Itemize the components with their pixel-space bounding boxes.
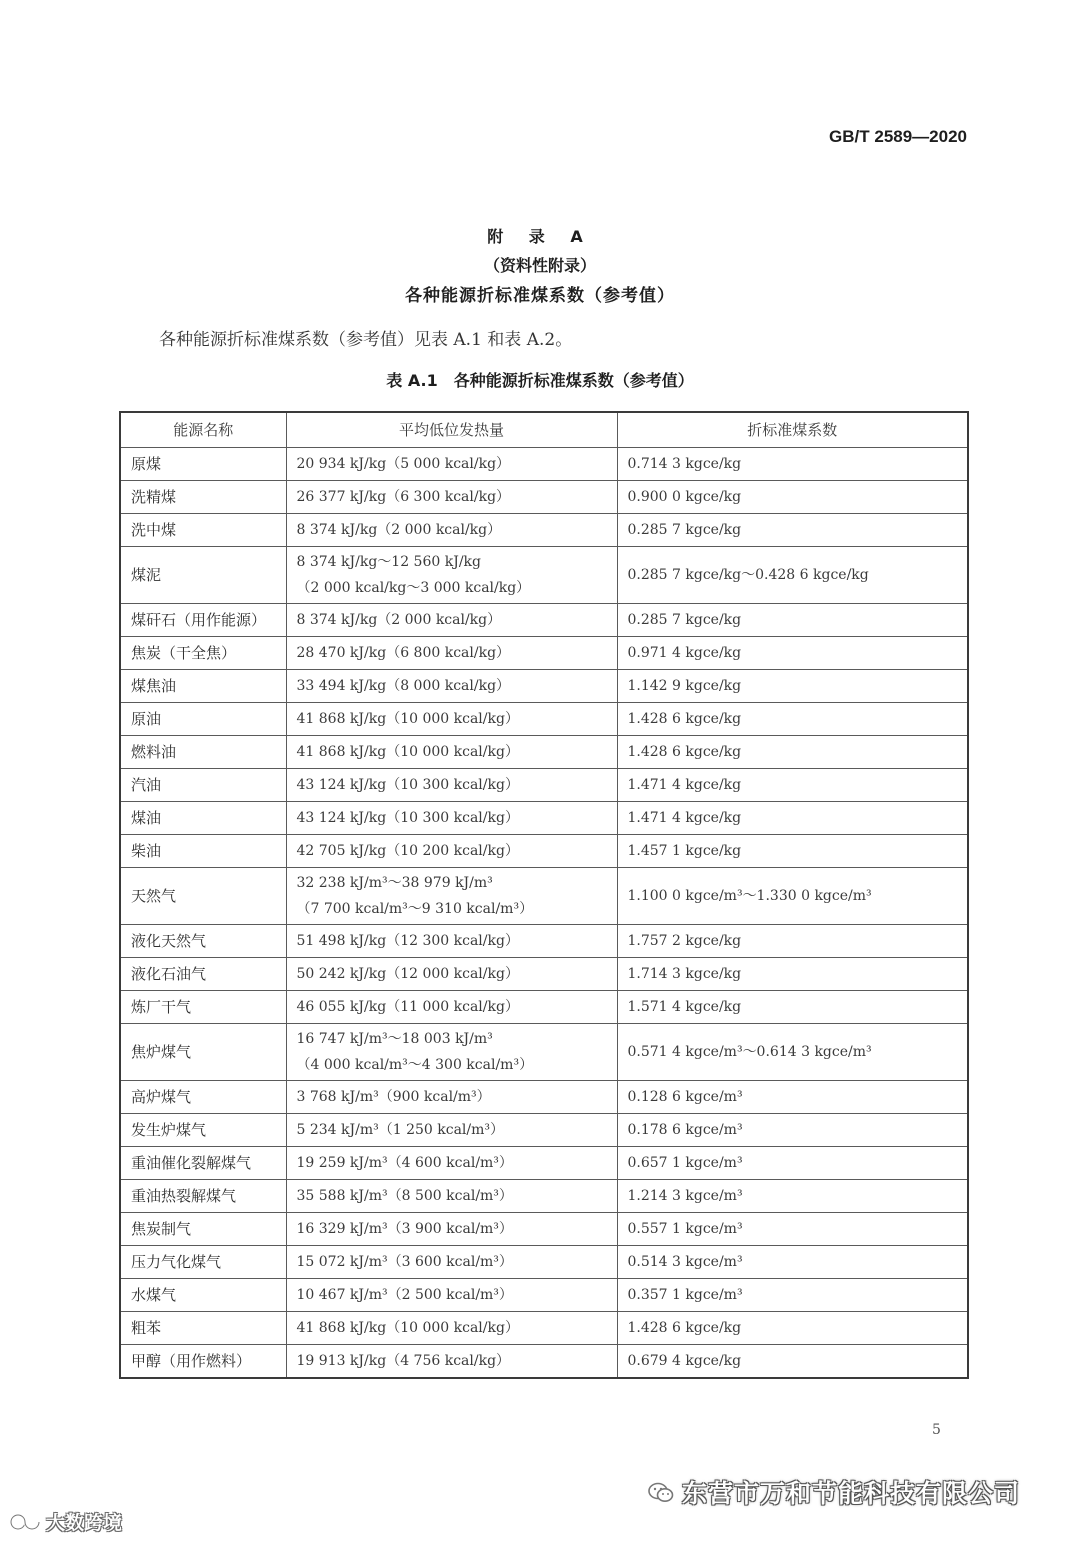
heat-value-cell <box>286 1345 617 1379</box>
energy-name-cell: 高炉煤气 <box>120 1081 286 1114</box>
heat-value-line: 16 329 kJ/m³（3 900 kcal/m³） <box>296 1221 513 1237</box>
table-row <box>120 1345 968 1379</box>
heat-value-line: 3 768 kJ/m³（900 kcal/m³） <box>296 1089 491 1105</box>
company-name: 东营市万和节能科技有限公司 <box>682 1479 1021 1508</box>
coefficient-cell: 1.757 2 kgce/kg <box>617 925 968 958</box>
table-row <box>120 769 968 802</box>
coefficient-cell: 1.428 6 kgce/kg <box>617 1312 968 1345</box>
heat-value-line: 43 124 kJ/kg（10 300 kcal/kg） <box>296 810 519 826</box>
coefficient-cell: 0.178 6 kgce/m³ <box>617 1114 968 1147</box>
heat-value-line: （2 000 kcal/kg～3 000 kcal/kg） <box>296 580 531 596</box>
heat-value-cell <box>286 703 617 736</box>
heat-value-line: 46 055 kJ/kg（11 000 kcal/kg） <box>296 999 519 1015</box>
heat-value-cell <box>286 1180 617 1213</box>
table-row <box>120 1246 968 1279</box>
coefficient-cell: 0.285 7 kgce/kg <box>617 604 968 637</box>
heat-value-line: 20 934 kJ/kg（5 000 kcal/kg） <box>296 456 511 472</box>
heat-value-line: 15 072 kJ/m³（3 600 kcal/m³） <box>296 1254 513 1270</box>
coefficient-cell: 0.571 4 kgce/m³～0.614 3 kgce/m³ <box>617 1024 968 1081</box>
coefficient-cell: 0.557 1 kgce/m³ <box>617 1213 968 1246</box>
energy-name-cell: 原油 <box>120 703 286 736</box>
heat-value-cell <box>286 1114 617 1147</box>
table-row <box>120 481 968 514</box>
heat-value-cell <box>286 802 617 835</box>
heat-value-line: 19 259 kJ/m³（4 600 kcal/m³） <box>296 1155 513 1171</box>
energy-name-cell: 液化石油气 <box>120 958 286 991</box>
heat-value-line: 50 242 kJ/kg（12 000 kcal/kg） <box>296 966 519 982</box>
heat-value-line: 8 374 kJ/kg（2 000 kcal/kg） <box>296 522 502 538</box>
table-row <box>120 1147 968 1180</box>
heat-value-line: 41 868 kJ/kg（10 000 kcal/kg） <box>296 744 519 760</box>
coefficient-cell: 0.514 3 kgce/m³ <box>617 1246 968 1279</box>
intro-paragraph: 各种能源折标准煤系数（参考值）见表 A.1 和表 A.2。 <box>159 330 573 350</box>
coefficient-cell: 1.471 4 kgce/kg <box>617 769 968 802</box>
coefficient-cell: 1.100 0 kgce/m³～1.330 0 kgce/m³ <box>617 868 968 925</box>
heat-value-cell <box>286 481 617 514</box>
table-row <box>120 868 968 925</box>
table-row <box>120 1081 968 1114</box>
coefficient-cell: 0.357 1 kgce/m³ <box>617 1279 968 1312</box>
heat-value-line: 16 747 kJ/m³～18 003 kJ/m³ <box>296 1031 493 1047</box>
heat-value-cell <box>286 1024 617 1081</box>
energy-name-cell: 焦炭（干全焦） <box>120 637 286 670</box>
coefficient-cell: 0.900 0 kgce/kg <box>617 481 968 514</box>
heat-value-line: 26 377 kJ/kg（6 300 kcal/kg） <box>296 489 511 505</box>
coefficient-cell: 0.657 1 kgce/m³ <box>617 1147 968 1180</box>
table-row <box>120 604 968 637</box>
energy-name-cell: 煤泥 <box>120 547 286 604</box>
coefficient-cell: 1.428 6 kgce/kg <box>617 703 968 736</box>
table-row <box>120 703 968 736</box>
coefficient-cell: 1.571 4 kgce/kg <box>617 991 968 1024</box>
table-row <box>120 1114 968 1147</box>
heat-value-cell <box>286 1246 617 1279</box>
heat-value-cell <box>286 670 617 703</box>
energy-name-cell: 燃料油 <box>120 736 286 769</box>
energy-name-cell: 洗中煤 <box>120 514 286 547</box>
table-row <box>120 991 968 1024</box>
heat-value-line: 33 494 kJ/kg（8 000 kcal/kg） <box>296 678 511 694</box>
table-row <box>120 637 968 670</box>
coefficient-cell: 0.128 6 kgce/m³ <box>617 1081 968 1114</box>
heat-value-line: 8 374 kJ/kg（2 000 kcal/kg） <box>296 612 502 628</box>
table-row <box>120 1024 968 1081</box>
energy-name-cell: 焦炉煤气 <box>120 1024 286 1081</box>
table-row <box>120 736 968 769</box>
heat-value-cell <box>286 1213 617 1246</box>
heat-value-line: 28 470 kJ/kg（6 800 kcal/kg） <box>296 645 511 661</box>
heat-value-cell <box>286 604 617 637</box>
table-row <box>120 670 968 703</box>
coefficient-cell: 0.285 7 kgce/kg～0.428 6 kgce/kg <box>617 547 968 604</box>
heat-value-cell <box>286 547 617 604</box>
heat-value-cell <box>286 1312 617 1345</box>
heat-value-cell <box>286 514 617 547</box>
energy-name-cell: 天然气 <box>120 868 286 925</box>
energy-name-cell: 煤矸石（用作能源） <box>120 604 286 637</box>
heat-value-line: 51 498 kJ/kg（12 300 kcal/kg） <box>296 933 519 949</box>
energy-name-cell: 重油催化裂解煤气 <box>120 1147 286 1180</box>
heat-value-cell <box>286 991 617 1024</box>
table-row <box>120 1312 968 1345</box>
heat-value-cell <box>286 958 617 991</box>
heat-value-line: 35 588 kJ/m³（8 500 kcal/m³） <box>296 1188 513 1204</box>
annex-label: 附 录 A <box>487 227 593 246</box>
heat-value-line: 41 868 kJ/kg（10 000 kcal/kg） <box>296 711 519 727</box>
header-energy-name: 能源名称 <box>120 412 286 448</box>
table-row <box>120 448 968 481</box>
table-row <box>120 1213 968 1246</box>
table-body <box>120 448 968 1379</box>
energy-name-cell: 发生炉煤气 <box>120 1114 286 1147</box>
energy-name-cell: 重油热裂解煤气 <box>120 1180 286 1213</box>
standard-number: GB/T 2589—2020 <box>829 127 967 146</box>
table-row <box>120 958 968 991</box>
energy-name-cell: 原煤 <box>120 448 286 481</box>
heat-value-line: 10 467 kJ/m³（2 500 kcal/m³） <box>296 1287 513 1303</box>
heat-value-line: （4 000 kcal/m³～4 300 kcal/m³） <box>296 1057 534 1073</box>
energy-name-cell: 煤油 <box>120 802 286 835</box>
coefficient-cell: 1.214 3 kgce/m³ <box>617 1180 968 1213</box>
logo-icon <box>8 1511 42 1533</box>
heat-value-line: 43 124 kJ/kg（10 300 kcal/kg） <box>296 777 519 793</box>
coefficient-cell: 1.142 9 kgce/kg <box>617 670 968 703</box>
annex-title: 各种能源折标准煤系数（参考值） <box>405 286 675 306</box>
table-row <box>120 1180 968 1213</box>
energy-name-cell: 洗精煤 <box>120 481 286 514</box>
energy-name-cell: 焦炭制气 <box>120 1213 286 1246</box>
energy-name-cell: 汽油 <box>120 769 286 802</box>
annex-type: （资料性附录） <box>483 256 596 275</box>
energy-name-cell: 粗苯 <box>120 1312 286 1345</box>
table-row <box>120 514 968 547</box>
heat-value-line: 32 238 kJ/m³～38 979 kJ/m³ <box>296 875 493 891</box>
heat-value-cell <box>286 736 617 769</box>
site-watermark <box>8 1508 122 1535</box>
header-heat-value: 平均低位发热量 <box>286 412 617 448</box>
table-row <box>120 547 968 604</box>
table-header-row <box>120 412 968 448</box>
heat-value-cell <box>286 448 617 481</box>
table-row <box>120 925 968 958</box>
table-row <box>120 1279 968 1312</box>
coefficient-cell: 1.428 6 kgce/kg <box>617 736 968 769</box>
heat-value-line: 8 374 kJ/kg～12 560 kJ/kg <box>296 554 481 570</box>
heat-value-cell <box>286 1081 617 1114</box>
heat-value-line: 42 705 kJ/kg（10 200 kcal/kg） <box>296 843 519 859</box>
energy-name-cell: 液化天然气 <box>120 925 286 958</box>
table-caption: 表 A.1 各种能源折标准煤系数（参考值） <box>386 371 694 390</box>
coefficient-cell: 1.471 4 kgce/kg <box>617 802 968 835</box>
heat-value-cell <box>286 1147 617 1180</box>
page-number: 5 <box>932 1422 941 1438</box>
energy-name-cell: 水煤气 <box>120 1279 286 1312</box>
energy-name-cell: 甲醇（用作燃料） <box>120 1345 286 1379</box>
coefficient-cell: 0.285 7 kgce/kg <box>617 514 968 547</box>
header-coefficient: 折标准煤系数 <box>617 412 968 448</box>
coefficient-cell: 0.971 4 kgce/kg <box>617 637 968 670</box>
heat-value-cell <box>286 637 617 670</box>
heat-value-line: 19 913 kJ/kg（4 756 kcal/kg） <box>296 1353 511 1369</box>
energy-name-cell: 柴油 <box>120 835 286 868</box>
table-row <box>120 835 968 868</box>
heat-value-line: 5 234 kJ/m³（1 250 kcal/m³） <box>296 1122 505 1138</box>
heat-value-cell <box>286 868 617 925</box>
heat-value-cell <box>286 925 617 958</box>
coefficient-cell: 1.457 1 kgce/kg <box>617 835 968 868</box>
heat-value-line: （7 700 kcal/m³～9 310 kcal/m³） <box>296 901 534 917</box>
energy-coefficient-table <box>119 411 969 1379</box>
energy-name-cell: 炼厂干气 <box>120 991 286 1024</box>
energy-name-cell: 压力气化煤气 <box>120 1246 286 1279</box>
company-watermark <box>648 1474 1020 1510</box>
heat-value-cell <box>286 1279 617 1312</box>
energy-name-cell: 煤焦油 <box>120 670 286 703</box>
heat-value-cell <box>286 769 617 802</box>
site-name: 大数跨境 <box>46 1512 123 1534</box>
heat-value-cell <box>286 835 617 868</box>
wechat-icon <box>648 1481 674 1503</box>
table-row <box>120 802 968 835</box>
coefficient-cell: 0.679 4 kgce/kg <box>617 1345 968 1379</box>
coefficient-cell: 1.714 3 kgce/kg <box>617 958 968 991</box>
coefficient-cell: 0.714 3 kgce/kg <box>617 448 968 481</box>
heat-value-line: 41 868 kJ/kg（10 000 kcal/kg） <box>296 1320 519 1336</box>
